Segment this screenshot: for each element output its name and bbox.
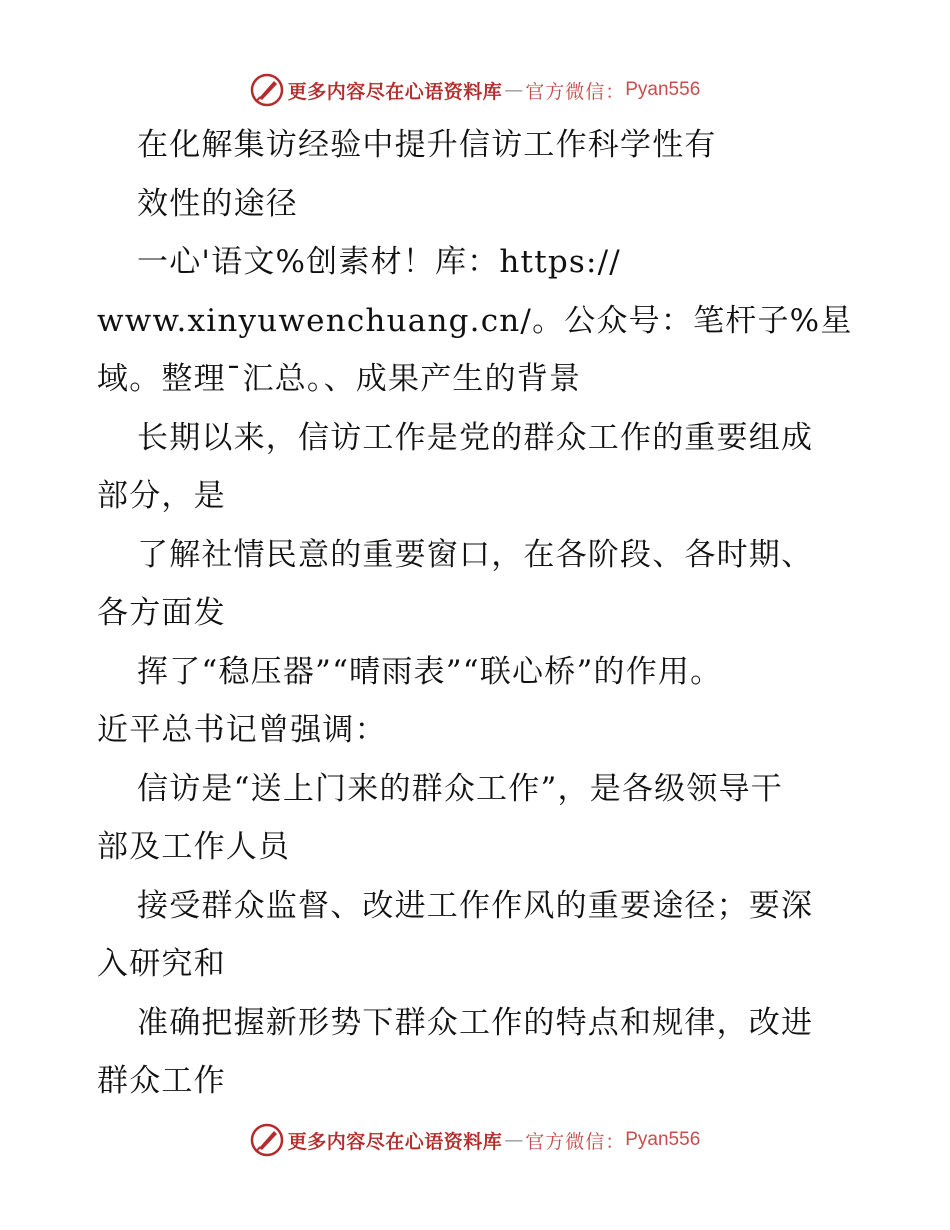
banner-dash: — — [504, 1129, 524, 1151]
text-line: 长期以来，信访工作是党的群众工作的重要组成 — [137, 419, 814, 456]
banner-dash: — — [504, 79, 524, 101]
banner-wechat-label: 官方微信： — [525, 80, 626, 103]
document-body — [97, 116, 857, 1111]
text-line: 在化解集访经验中提升信访工作科学性有 — [137, 127, 717, 163]
text-line: 效性的途径 — [137, 185, 298, 222]
text-line: 群众工作 — [97, 1063, 226, 1099]
text-line: 一心'语文%创素材！库：https:// — [137, 244, 621, 280]
text-line: www.xinyuwenchuang.cn/。公众号：笔杆子%星 — [97, 302, 853, 339]
text-line: 信访是“送上门来的群众工作”，是各级领导干 — [137, 770, 783, 807]
text-line: 挥了“稳压器”“晴雨表”“联心桥”的作用。 — [137, 653, 723, 690]
text-line: 部及工作人员 — [97, 829, 291, 865]
banner-wechat-label: 官方微信： — [525, 1130, 626, 1153]
header-banner — [0, 70, 950, 110]
banner-wechat-id: Pyan556 — [625, 79, 701, 100]
text-line: 接受群众监督、改进工作作风的重要途径；要深 — [137, 887, 814, 924]
quill-logo-icon — [250, 1123, 284, 1157]
text-line: 近平总书记曾强调： — [97, 712, 387, 748]
footer-banner — [0, 1120, 950, 1160]
banner-text: 更多内容尽在心语资料库 — [287, 1130, 503, 1153]
quill-logo-icon — [250, 73, 284, 107]
text-line: 入研究和 — [97, 946, 226, 982]
text-line: 域。整理¯汇总。、成果产生的背景 — [97, 361, 582, 397]
text-line: 各方面发 — [97, 595, 226, 631]
text-line: 了解社情民意的重要窗口，在各阶段、各时期、 — [137, 536, 814, 573]
banner-wechat-id: Pyan556 — [625, 1129, 701, 1150]
banner-text: 更多内容尽在心语资料库 — [287, 80, 503, 103]
text-line: 准确把握新形势下群众工作的特点和规律，改进 — [137, 1004, 814, 1041]
text-line: 部分，是 — [97, 478, 226, 514]
